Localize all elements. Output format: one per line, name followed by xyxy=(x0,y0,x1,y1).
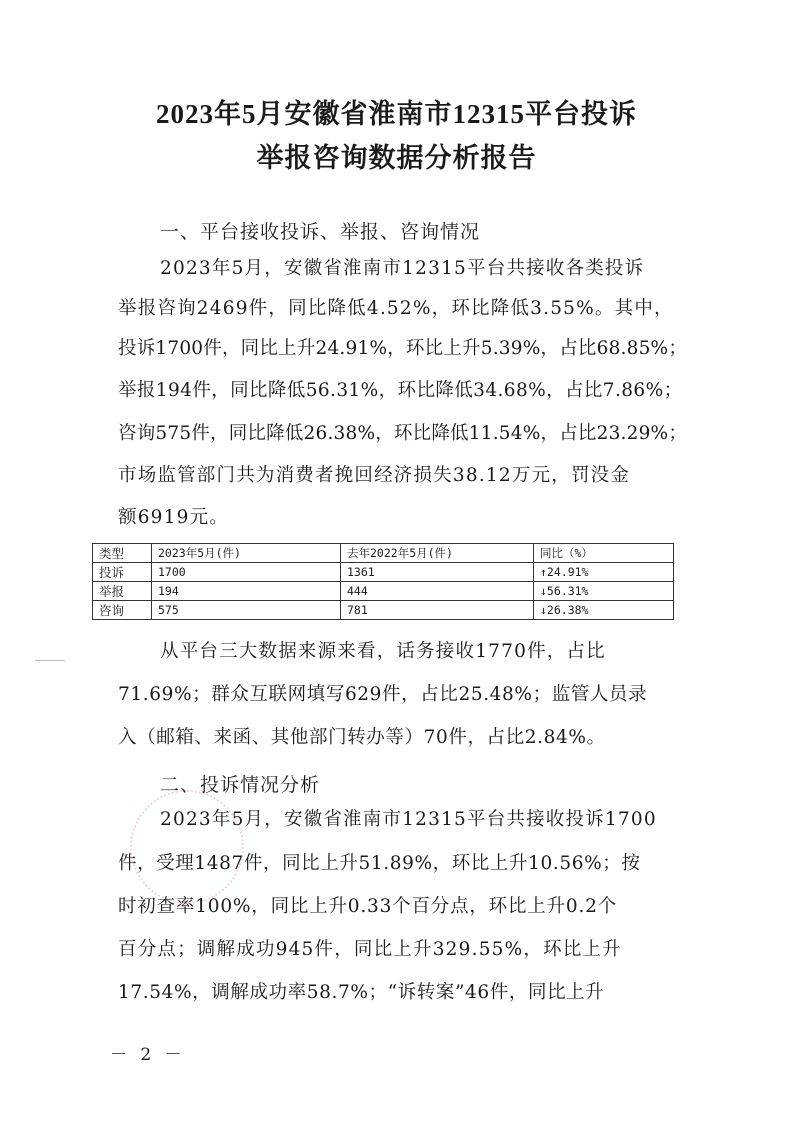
section-2-text-line: 17.54%，调解成功率58.7%；“诉转案”46件，同比上升 xyxy=(118,982,605,1003)
report-title-line-1: 2023年5月安徽省淮南市12315平台投诉 xyxy=(156,99,637,129)
section-2-heading: 二、投诉情况分析 xyxy=(160,774,321,796)
table-header-cell: 同比（%） xyxy=(534,544,674,563)
section-1-text-line: 投诉1700件，同比上升24.91%，环比上升5.39%，占比68.85%； xyxy=(118,338,688,359)
table-cell: 1700 xyxy=(152,563,341,582)
section-1-text-line: 举报咨询2469件，同比降低4.52%，环比降低3.55%。其中， xyxy=(118,298,674,319)
table-cell: 444 xyxy=(341,582,534,601)
scan-speck xyxy=(35,660,65,661)
section-1-text-line: 咨询575件，同比降低26.38%，环比降低11.54%，占比23.29%； xyxy=(118,423,688,444)
table-row xyxy=(93,582,674,601)
table-cell: 575 xyxy=(152,601,341,620)
section-2-text-line: 件，受理1487件，同比上升51.89%，环比上升10.56%；按 xyxy=(118,853,641,874)
section-2-text-line: 百分点；调解成功945件，同比上升329.55%，环比上升 xyxy=(118,939,622,960)
source-text-line: 71.69%；群众互联网填写629件，占比25.48%；监管人员录 xyxy=(118,684,648,705)
page-number: － 2 － xyxy=(110,1045,186,1065)
section-1-heading: 一、平台接收投诉、举报、咨询情况 xyxy=(160,221,481,243)
table-cell: 举报 xyxy=(93,582,152,601)
table-cell: ↓26.38% xyxy=(534,601,674,620)
section-1-text-line: 市场监管部门共为消费者挽回经济损失38.12万元，罚没金 xyxy=(118,465,631,486)
source-text-line: 从平台三大数据来源来看，话务接收1770件，占比 xyxy=(160,641,606,662)
table-cell: 781 xyxy=(341,601,534,620)
section-2-text-line: 2023年5月，安徽省淮南市12315平台共接收投诉1700 xyxy=(160,809,657,830)
section-1-text-line: 额6919元。 xyxy=(118,507,229,528)
table-cell: 1361 xyxy=(341,563,534,582)
table-header-cell: 类型 xyxy=(93,544,152,563)
table-row xyxy=(93,601,674,620)
table-cell: 投诉 xyxy=(93,563,152,582)
complaint-statistics-table xyxy=(92,543,674,620)
table-header-row xyxy=(93,544,674,563)
table-cell: 194 xyxy=(152,582,341,601)
section-1-text-line: 举报194件，同比降低56.31%，环比降低34.68%，占比7.86%； xyxy=(118,380,683,401)
table-row xyxy=(93,563,674,582)
table-cell: ↑24.91% xyxy=(534,563,674,582)
table-cell: ↓56.31% xyxy=(534,582,674,601)
source-text-line: 入（邮箱、来函、其他部门转办等）70件，占比2.84%。 xyxy=(118,727,606,748)
table-header-cell: 去年2022年5月(件) xyxy=(341,544,534,563)
section-2-text-line: 时初查率100%，同比上升0.33个百分点，环比上升0.2个 xyxy=(118,896,618,917)
table-header-cell: 2023年5月(件) xyxy=(152,544,341,563)
table-cell: 咨询 xyxy=(93,601,152,620)
report-title-line-2: 举报咨询数据分析报告 xyxy=(256,143,537,173)
section-1-text-line: 2023年5月，安徽省淮南市12315平台共接收各类投诉 xyxy=(160,258,645,279)
